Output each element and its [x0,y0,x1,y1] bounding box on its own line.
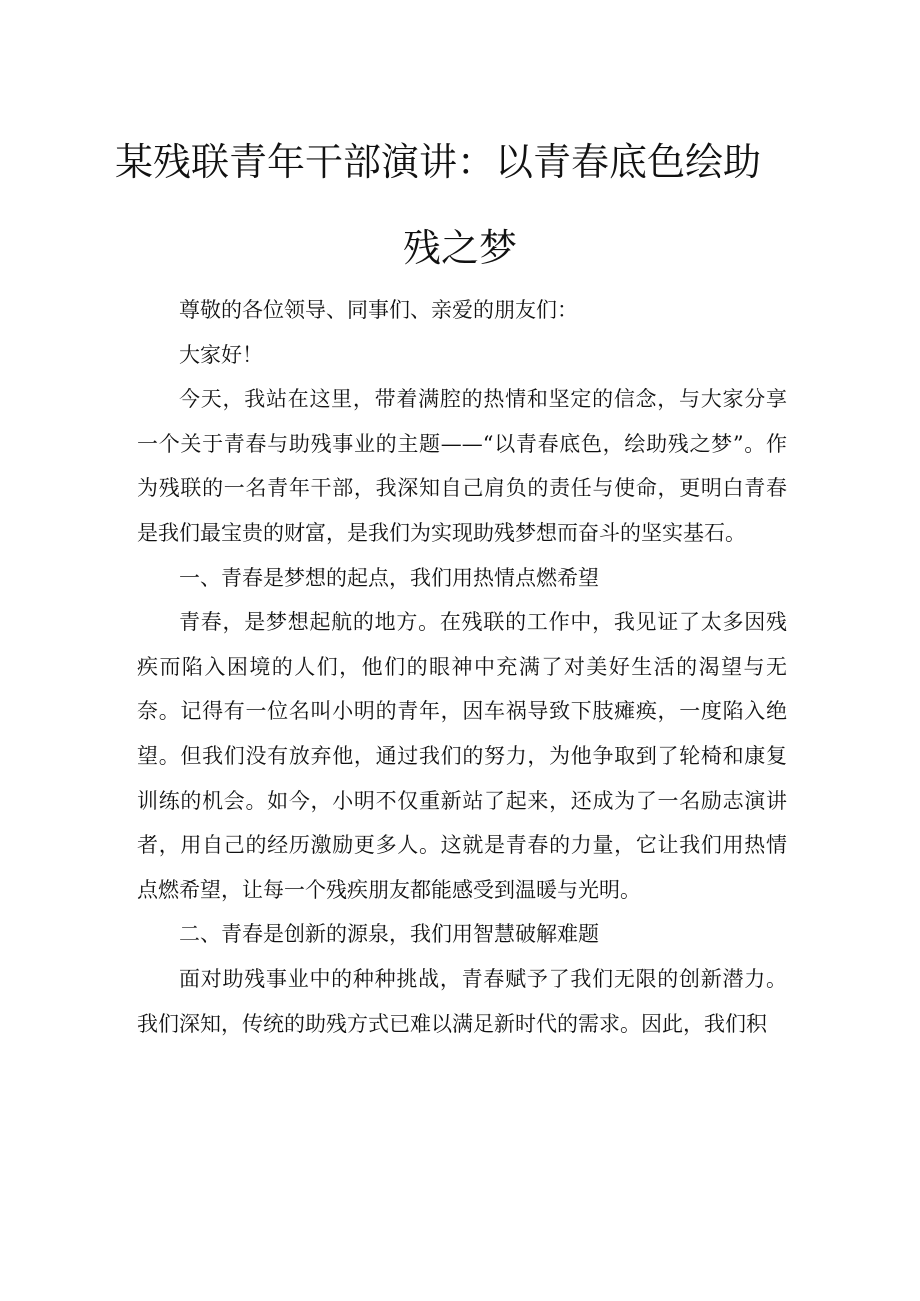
greeting-paragraph: 大家好！ [179,342,263,367]
section-2-paragraph: 面对助残事业中的种种挑战，青春赋予了我们无限的创新潜力。我们深知，传统的助残方式已难以满足新时代的需求。因此，我们积 [137,966,787,1036]
document-title-line-2: 残之梦 [402,226,517,270]
section-heading-2: 二、青春是创新的源泉，我们用智慧破解难题 [179,922,599,947]
introduction-paragraph: 今天，我站在这里，带着满腔的热情和坚定的信念，与大家分享一个关于青春与助残事业的主题——“以青春底色，绘助残之梦”。作为残联的一名青年干部，我深知自己肩负的责任与使命，更明白青春是我们最宝贵的财富，是我们为实现助残梦想而奋斗的坚实基石。 [137,387,787,545]
document-title-line-1: 某残联青年干部演讲：以青春底色绘助 [114,140,761,184]
section-1-paragraph: 青春，是梦想起航的地方。在残联的工作中，我见证了太多因残疾而陷入困境的人们，他们的眼神中充满了对美好生活的渴望与无奈。记得有一位名叫小明的青年，因车祸导致下肢瘫痪，一度陷入绝望。但我们没有放弃他，通过我们的努力，为他争取到了轮椅和康复训练的机会。如今，小明不仅重新站了起来，还成为了一名励志演讲者，用自己的经历激励更多人。这就是青春的力量，它让我们用热情点燃希望，让每一个残疾朋友都能感受到温暖与光明。 [137,610,787,902]
salutation-paragraph: 尊敬的各位领导、同事们、亲爱的朋友们： [179,298,578,322]
document-body [137,288,787,1046]
section-heading-1: 一、青春是梦想的起点，我们用热情点燃希望 [179,565,599,590]
